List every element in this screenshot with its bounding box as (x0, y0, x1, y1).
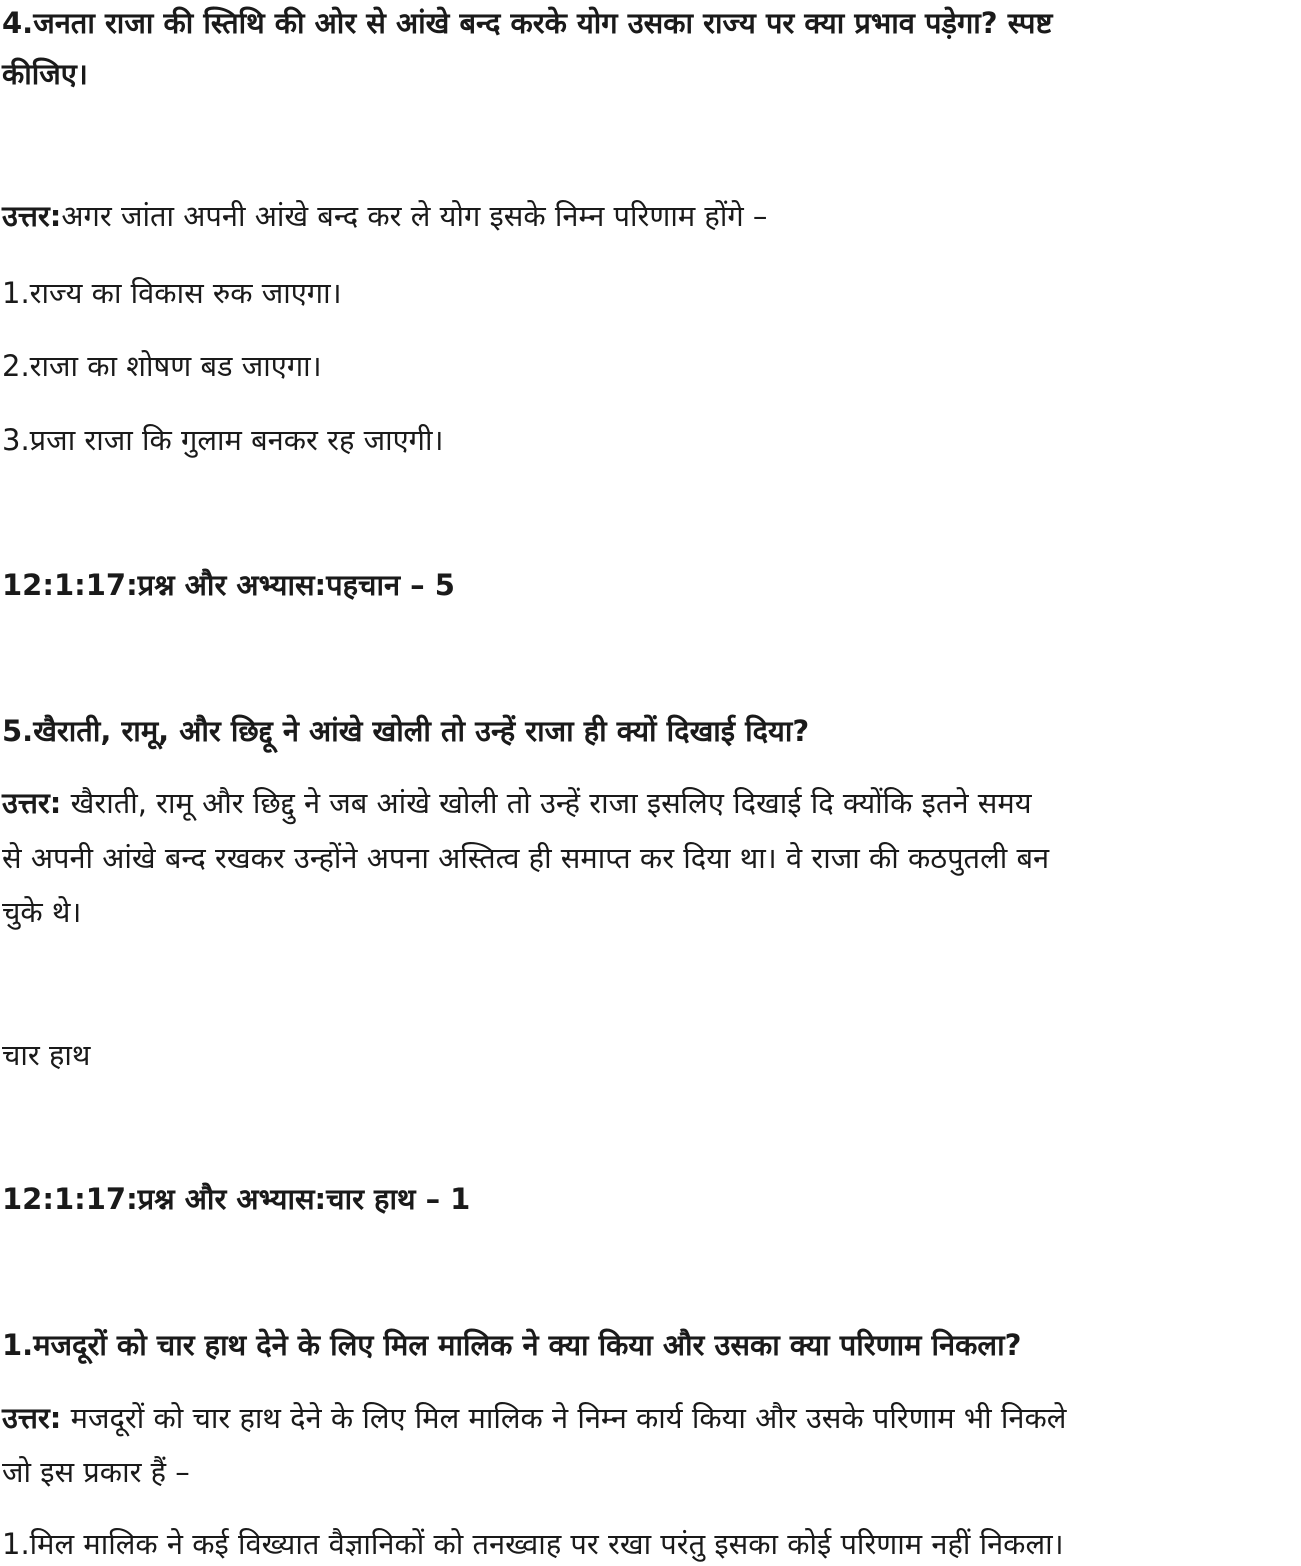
q4-point-1: 1.राज्य का विकास रुक जाएगा। (2, 276, 342, 310)
q4-point-2: 2.राजा का शोषण बड जाएगा। (2, 349, 322, 383)
q4-question-line1: 4.जनता राजा की स्तिथि की ओर से आंखे बन्द करके योग उसका राज्य पर क्या प्रभाव पड़ेगा? स्पष्ट (2, 6, 1053, 40)
q5-answer-line1 (2, 784, 1032, 822)
q4-answer-label: उत्तर: (2, 199, 62, 233)
q1-point-1: 1.मिल मालिक ने कई विख्यात वैज्ञानिकों को तनख्वाह पर रखा परंतु इसका कोई परिणाम नहीं निकला। (2, 1527, 1064, 1561)
q5-answer-text-1: खैराती, रामू और छिद्दु ने जब आंखे खोली तो उन्हें राजा इसलिए दिखाई दि क्योंकि इतने समय (61, 786, 1032, 820)
q4-question-line2: कीजिए। (2, 57, 88, 91)
q5-question: 5.खैराती, रामू, और छिद्दू ने आंखे खोली तो उन्हें राजा ही क्यों दिखाई दिया? (2, 714, 810, 748)
q5-answer-line3: चुके थे। (2, 895, 82, 929)
q1-question: 1.मजदूरों को चार हाथ देने के लिए मिल मालिक ने क्या किया और उसका क्या परिणाम निकला? (2, 1328, 1022, 1362)
q1-answer-line2: जो इस प्रकार हैं – (2, 1455, 190, 1489)
q4-point-3: 3.प्रजा राजा कि गुलाम बनकर रह जाएगी। (2, 423, 444, 457)
q5-answer-label: उत्तर: (2, 786, 62, 820)
q5-answer-line2: से अपनी आंखे बन्द रखकर उन्होंने अपना अस्तित्व ही समाप्त कर दिया था। वे राजा की कठपुतली बन (2, 841, 1050, 875)
section-heading-pehchan: 12:1:17:प्रश्न और अभ्यास:पहचान – 5 (2, 568, 455, 602)
q1-answer-label: उत्तर: (2, 1401, 62, 1435)
q4-answer (2, 197, 767, 235)
q1-answer-line1 (2, 1399, 1066, 1437)
q4-answer-text: अगर जांता अपनी आंखे बन्द कर ले योग इसके निम्न परिणाम होंगे – (61, 199, 768, 233)
chapter-title: चार हाथ (2, 1038, 91, 1072)
section-heading-char-hath: 12:1:17:प्रश्न और अभ्यास:चार हाथ – 1 (2, 1182, 471, 1216)
q1-answer-text-1: मजदूरों को चार हाथ देने के लिए मिल मालिक ने निम्न कार्य किया और उसके परिणाम भी निकले (61, 1401, 1067, 1435)
